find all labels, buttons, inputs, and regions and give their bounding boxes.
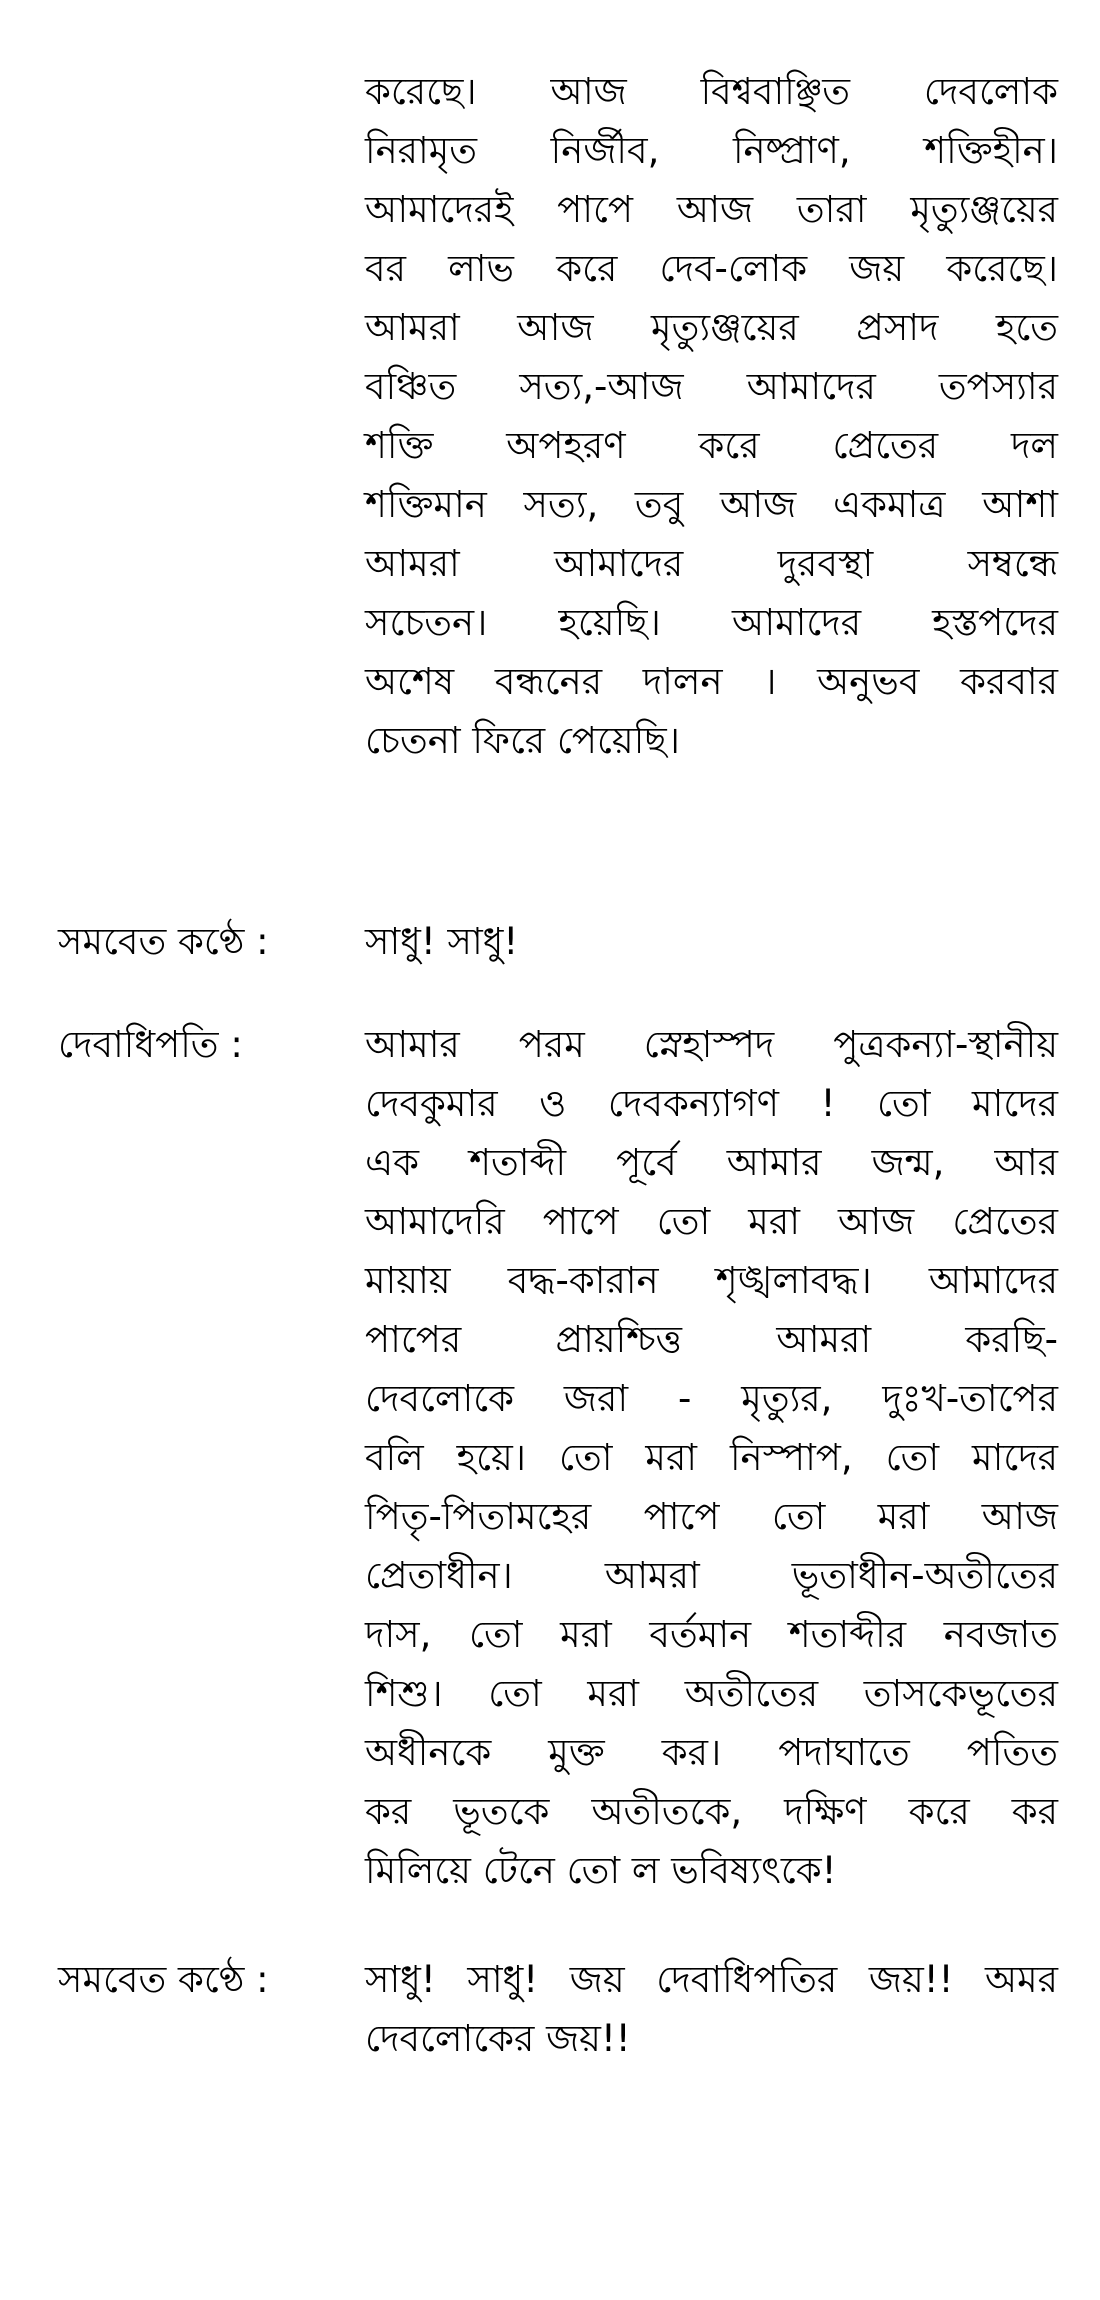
- paragraph-line: আমরা আজ মৃত্যুঞ্জয়ের প্রসাদ হতে: [365, 306, 1058, 349]
- paragraph-line: বর লাভ করে দেব-লোক জয় করেছে।: [365, 247, 1058, 290]
- speech-line: সাধু! সাধু! জয় দেবাধিপতির জয়!! অমর: [365, 1958, 1058, 2001]
- speech-line: মিলিয়ে টেনে তো ল ভবিষ্যৎকে!: [365, 1849, 837, 1892]
- paragraph-line: চেতনা ফিরে পেয়েছি।: [365, 719, 680, 762]
- speech-text: [365, 1015, 1058, 1900]
- paragraph-line: আমরা আমাদের দুরবস্থা সম্বন্ধে: [365, 542, 1058, 585]
- paragraph-line: সচেতন। হয়েছি। আমাদের হস্তপদের: [365, 601, 1058, 644]
- speech-line: দেবকুমার ও দেবকন্যাগণ ! তো মাদের: [365, 1082, 1058, 1125]
- speaker-label: সমবেত কণ্ঠে :: [58, 1958, 269, 2001]
- speech-line: সাধু! সাধু!: [365, 920, 519, 963]
- speech-line: অধীনকে মুক্ত কর। পদাঘাতে পতিত: [365, 1731, 1058, 1774]
- paragraph-line: নিরামৃত নির্জীব, নিষ্প্রাণ, শক্তিহীন।: [365, 129, 1058, 172]
- speech-line: মায়ায় বদ্ধ-কারান শৃঙ্খলাবদ্ধ। আমাদের: [365, 1259, 1058, 1302]
- speech-line: পিতৃ-পিতামহের পাপে তো মরা আজ: [365, 1495, 1058, 1538]
- speech-line: দেবলোকে জরা - মৃত্যুর, দুঃখ-তাপের: [365, 1377, 1058, 1420]
- speech-line: দেবলোকের জয়!!: [365, 2017, 631, 2060]
- speech-line: এক শতাব্দী পূর্বে আমার জন্ম, আর: [365, 1141, 1058, 1184]
- paragraph-line: অশেষ বন্ধনের দালন । অনুভব করবার: [365, 660, 1058, 703]
- paragraph-line: শক্তিমান সত্য, তবু আজ একমাত্র আশা: [365, 483, 1058, 526]
- speaker-label: সমবেত কণ্ঠে :: [58, 920, 269, 963]
- speaker-label: দেবাধিপতি :: [58, 1023, 243, 1066]
- speech-line: প্রেতাধীন। আমরা ভূতাধীন-অতীতের: [365, 1554, 1058, 1597]
- speech-line: আমাদেরি পাপে তো মরা আজ প্রেতের: [365, 1200, 1058, 1243]
- dialogue-block-chorus-2: [58, 1950, 1058, 2068]
- speech-line: দাস, তো মরা বর্তমান শতাব্দীর নবজাত: [365, 1613, 1058, 1656]
- speech-line: পাপের প্রায়শ্চিত্ত আমরা করছি-: [365, 1318, 1058, 1361]
- paragraph-line: আমাদেরই পাপে আজ তারা মৃত্যুঞ্জয়ের: [365, 188, 1058, 231]
- speech-line: আমার পরম স্নেহাস্পদ পুত্রকন্যা-স্থানীয়: [365, 1023, 1058, 1066]
- dialogue-block-chorus-1: [58, 912, 1058, 971]
- paragraph-line: শক্তি অপহরণ করে প্রেতের দল: [365, 424, 1058, 467]
- continued-paragraph: [365, 62, 1058, 770]
- paragraph-line: বঞ্চিত সত্য,-আজ আমাদের তপস্যার: [365, 365, 1058, 408]
- speech-line: শিশু। তো মরা অতীতের তাসকেভূতের: [365, 1672, 1058, 1715]
- speech-text: [365, 912, 1058, 971]
- speech-line: বলি হয়ে। তো মরা নিস্পাপ, তো মাদের: [365, 1436, 1058, 1479]
- paragraph-line: করেছে। আজ বিশ্ববাঞ্ছিত দেবলোক: [365, 70, 1058, 113]
- speech-line: কর ভূতকে অতীতকে, দক্ষিণ করে কর: [365, 1790, 1058, 1833]
- dialogue-block-debadhipati: [58, 1015, 1058, 1900]
- speech-text: [365, 1950, 1058, 2068]
